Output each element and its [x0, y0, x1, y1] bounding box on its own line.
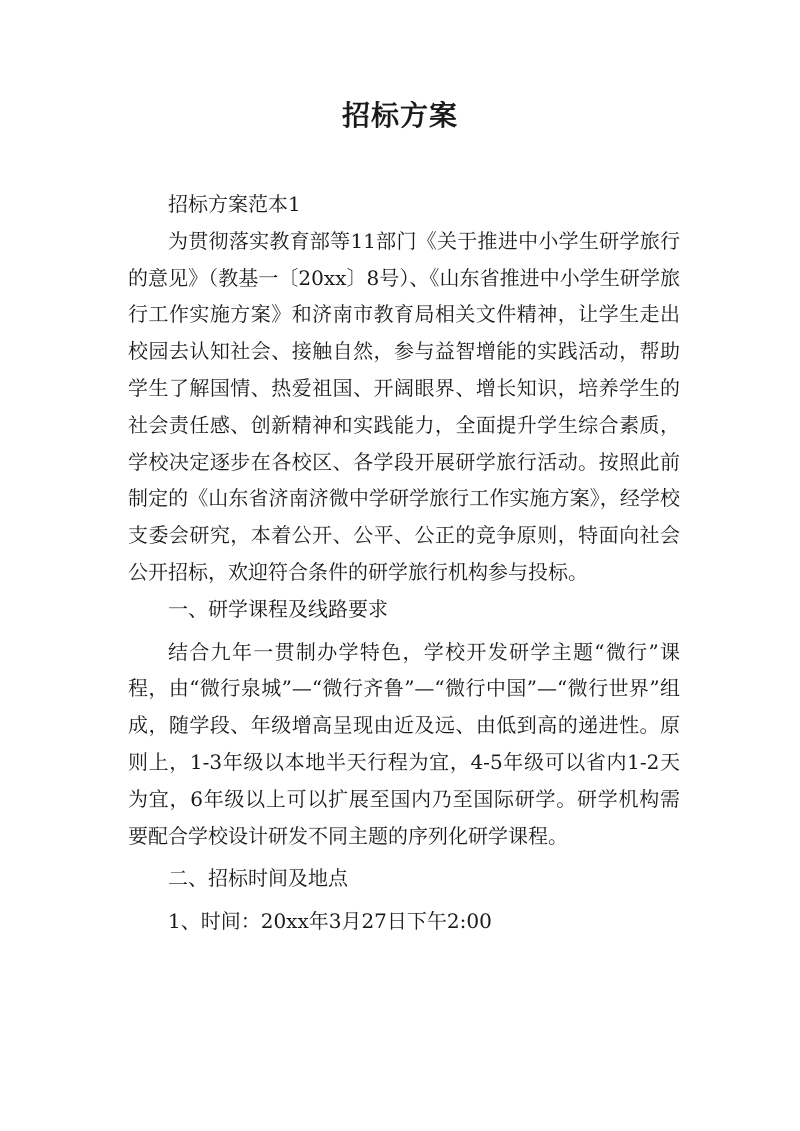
document-body	[128, 186, 680, 940]
section-heading-2: 二、招标时间及地点	[168, 866, 348, 891]
section-subtitle: 招标方案范本1	[168, 192, 301, 216]
time-item: 1、时间：20xx年3月27日下午2:00	[168, 909, 492, 934]
document-title: 招标方案	[341, 99, 458, 132]
section-heading-1: 一、研学课程及线路要求	[168, 596, 388, 621]
course-requirements-paragraph: 结合九年一贯制办学特色，学校开发研学主题“微行”课程，由“微行泉城”—“微行齐鲁”—“微行中国”—“微行世界”组成，随学段、年级增高呈现由近及远、由低到高的递进性。原则上，1-3年级以本地半天行程为宜，4-5年级可以省内1-2天为宜，6年级以上可以扩展至国内乃至国际研学。研学机构需要配合学校设计研发不同主题的序列化研学课程。	[128, 639, 680, 848]
intro-paragraph: 为贯彻落实教育部等11部门《关于推进中小学生研学旅行的意见》（教基一〔20xx〕8号）、《山东省推进中小学生研学旅行工作实施方案》和济南市教育局相关文件精神，让学生走出校园去认知社会、接触自然，参与益智增能的实践活动，帮助学生了解国情、热爱祖国、开阔眼界、增长知识，培养学生的社会责任感、创新精神和实践能力，全面提升学生综合素质，学校决定逐步在各校区、各学段开展研学旅行活动。按照此前制定的《山东省济南济微中学研学旅行工作实施方案》，经学校支委会研究，本着公开、公平、公正的竞争原则，特面向社会公开招标，欢迎符合条件的研学旅行机构参与投标。	[128, 228, 680, 584]
